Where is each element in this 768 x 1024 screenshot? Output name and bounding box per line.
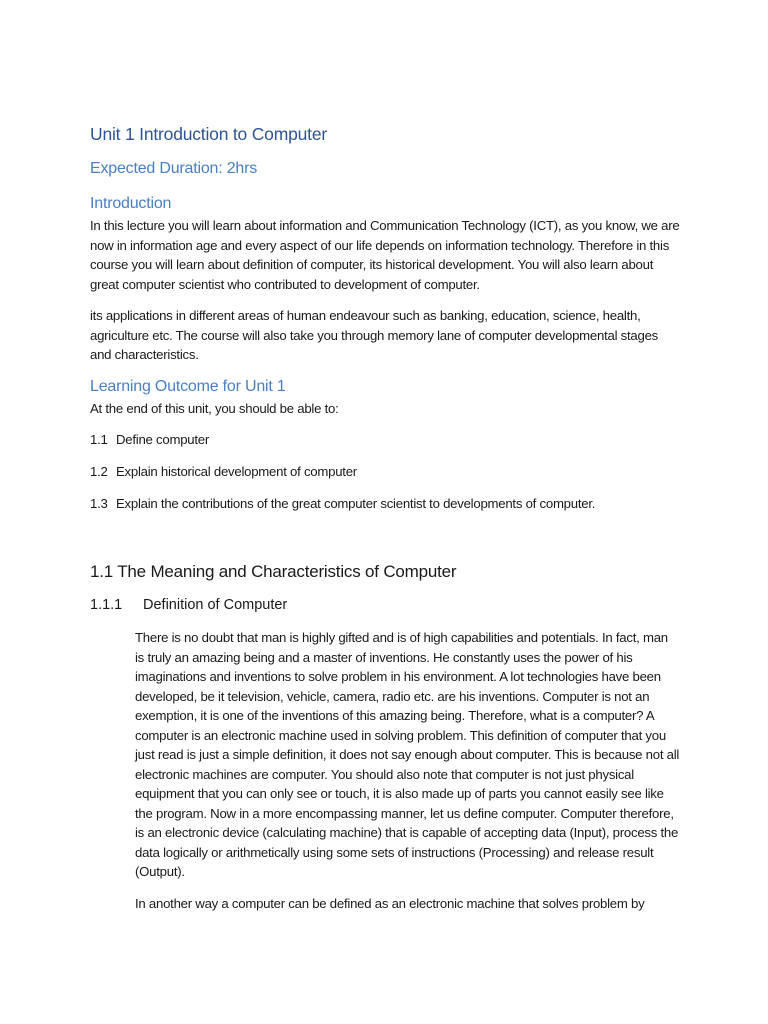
learning-outcome-heading: Learning Outcome for Unit 1 (90, 378, 286, 395)
introduction-heading: Introduction (90, 195, 172, 212)
outcome-item (90, 496, 595, 511)
outcome-number: 1.1 (90, 432, 108, 447)
introduction-paragraph-1: In this lecture you will learn about information and Communication Technology (ICT), as you know, we are now in information age and every aspect of our life depends on information technology. Therefore in this course you will learn about definition of computer, its historical development. You will also learn about great computer scientist who contributed to development of computer. (90, 218, 680, 292)
unit-title: Unit 1 Introduction to Computer (90, 124, 327, 144)
introduction-paragraph-2: its applications in different areas of human endeavour such as banking, education, science, health, agriculture etc. The course will also take you through memory lane of computer developmental stages and characteristics. (90, 308, 659, 362)
subsection-heading (90, 597, 287, 613)
definition-paragraph-1: There is no doubt that man is highly gifted and is of high capabilities and potentials. In fact, man is truly an amazing being and a master of inventions. He constantly uses the power of his imaginations and inventions to solve problem in his environment. A lot technologies have been developed, be it television, vehicle, camera, radio etc. are his inventions. Computer is not an exemption, it is one of the inventions of this amazing being. Therefore, what is a computer? A computer is an electronic machine used in solving problem. This definition of computer that you just read is just a simple definition, it does not say enough about computer. This is because not all electronic machines are computer. You should also note that computer is not just physical equipment that you can only see or touch, it is also made up of parts you cannot easily see like the program. Now in a more encompassing manner, let us define computer. Computer therefore, is an electronic device (calculating machine) that is capable of accepting data (Input), process the data logically or arithmetically using some sets of instructions (Processing) and release result (Output). (135, 630, 680, 879)
learning-outcome-lead: At the end of this unit, you should be able to: (90, 401, 339, 416)
outcome-text: Define computer (116, 432, 210, 447)
section-heading: 1.1 The Meaning and Characteristics of Computer (90, 562, 457, 581)
outcome-number: 1.2 (90, 464, 108, 479)
outcome-number: 1.3 (90, 496, 108, 511)
definition-paragraph-2: In another way a computer can be defined as an electronic machine that solves problem by (135, 896, 645, 911)
subsection-number: 1.1.1 (90, 597, 123, 613)
outcome-item (90, 464, 357, 479)
outcome-item (90, 432, 209, 447)
outcome-text: Explain the contributions of the great computer scientist to developments of computer. (116, 496, 596, 511)
expected-duration: Expected Duration: 2hrs (90, 160, 258, 177)
subsection-title: Definition of Computer (143, 597, 288, 613)
outcome-text: Explain historical development of computer (116, 464, 357, 479)
